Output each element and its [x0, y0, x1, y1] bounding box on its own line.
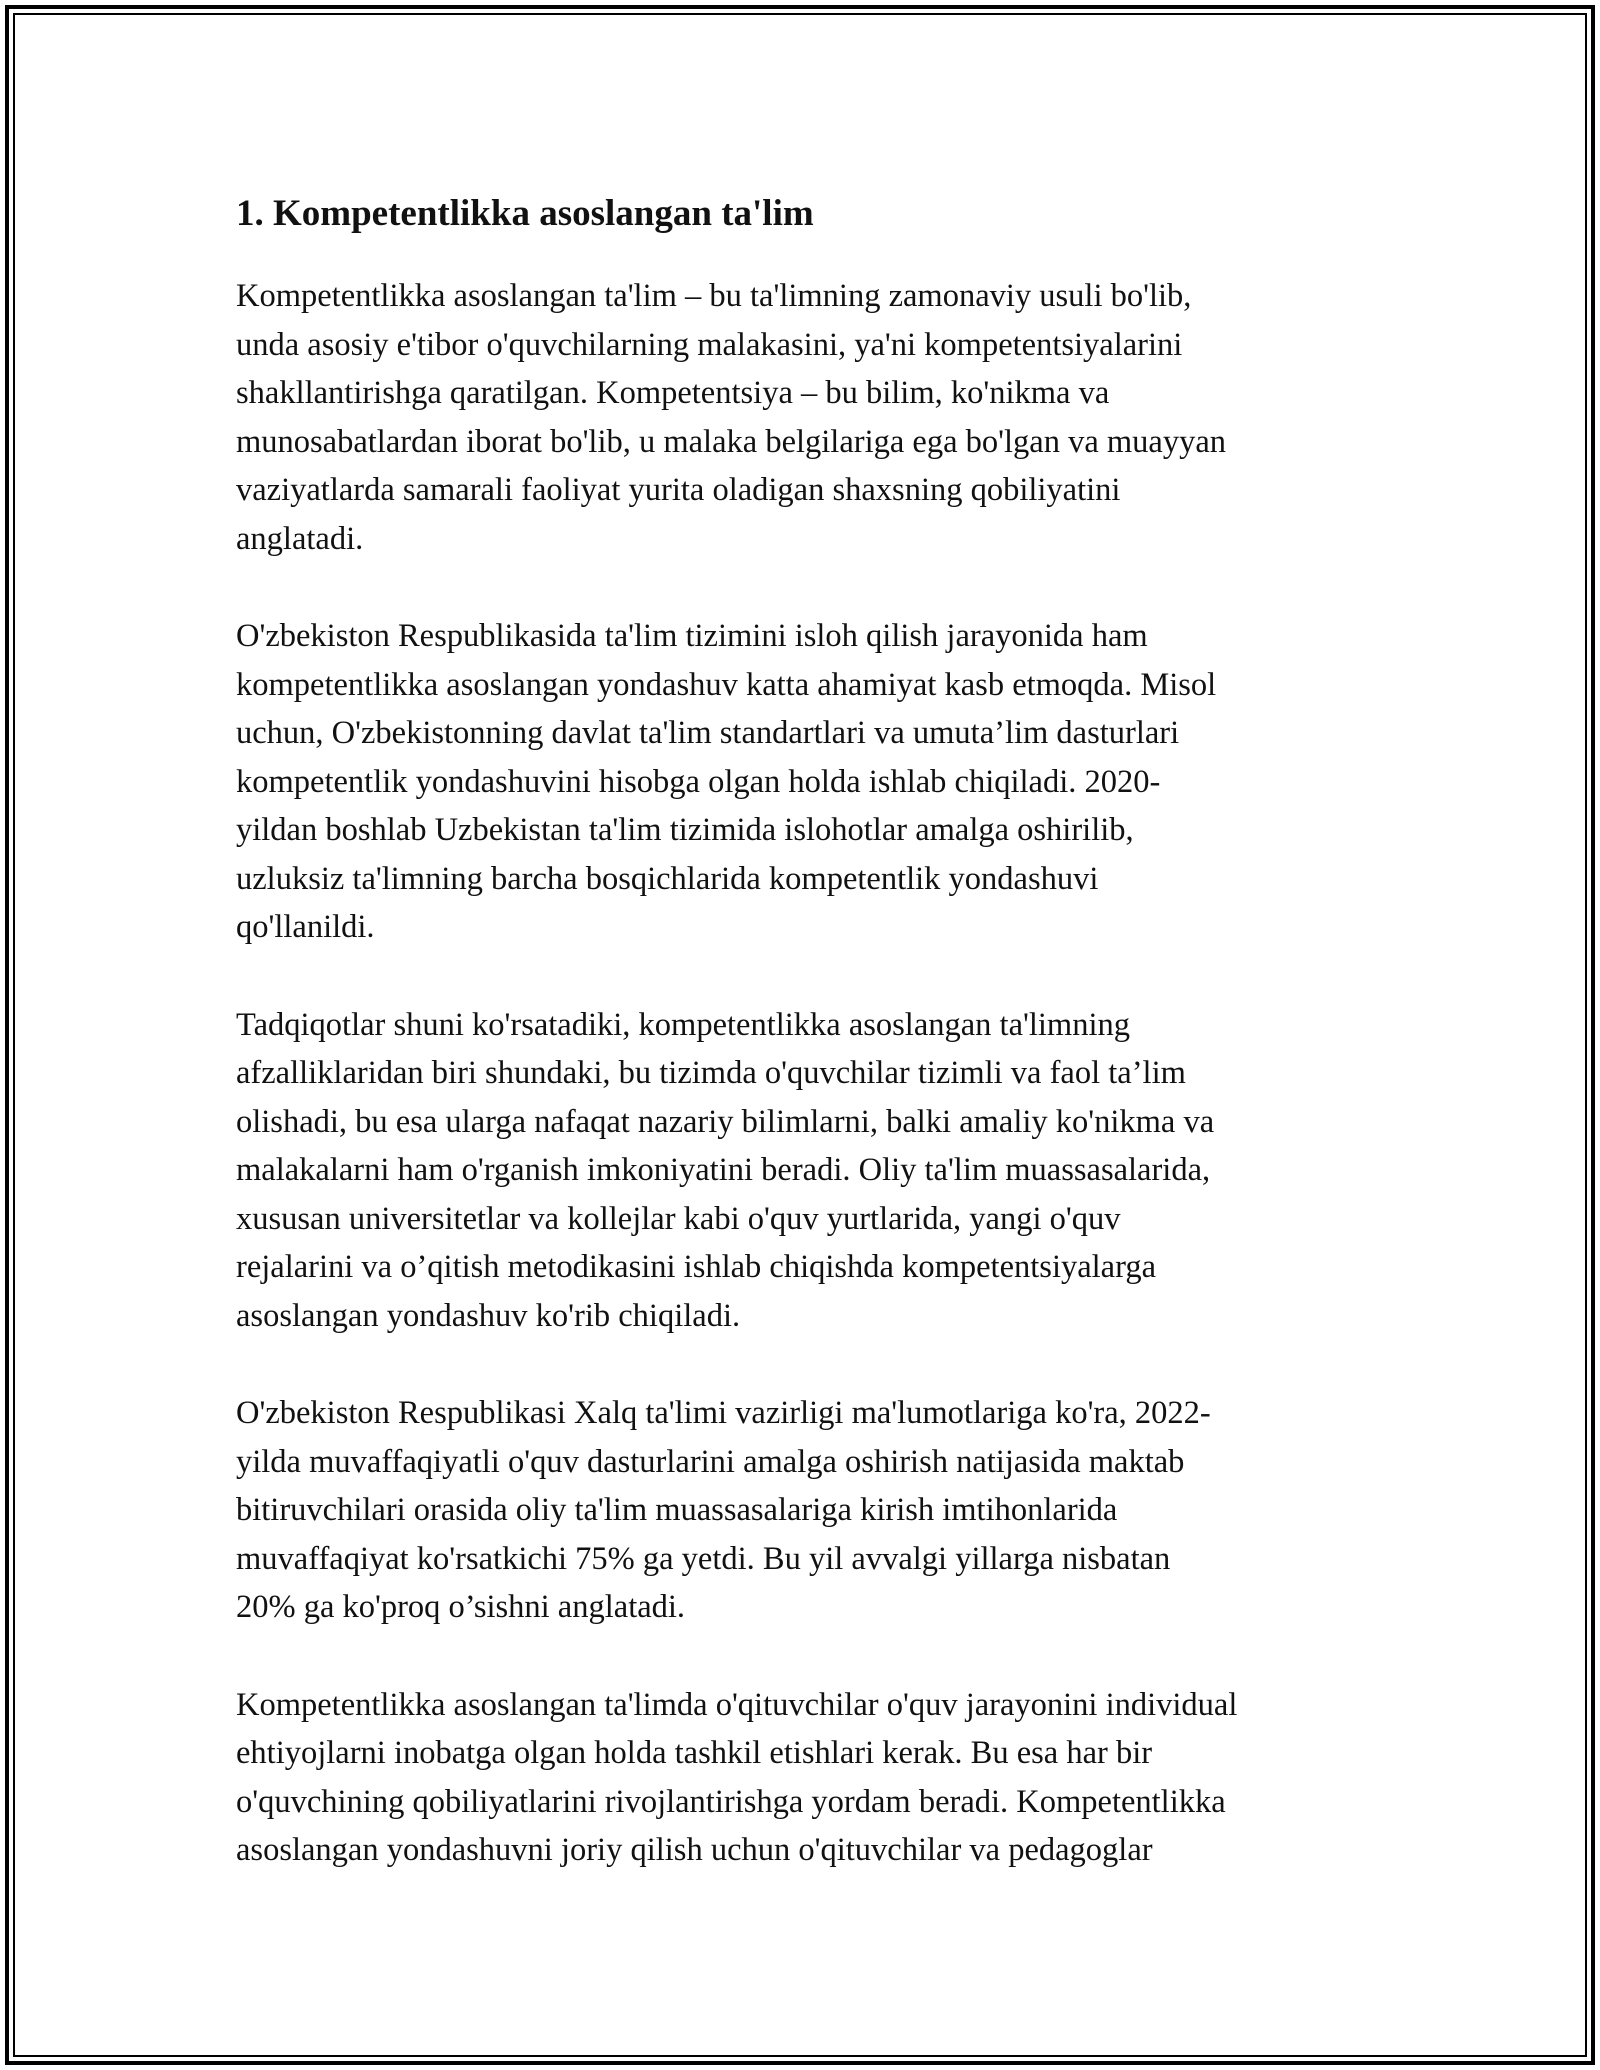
section-heading: 1. Kompetentlikka asoslangan ta'lim	[236, 193, 814, 234]
paragraph-5: Kompetentlikka asoslangan ta'limda o'qituvchilar o'quv jarayonini individual ehtiyojlarni inobatga olgan holda tashkil etishlari kerak. Bu esa har bir o'quvchining qobiliyatlarini rivojlantirishga yordam beradi. Kompetentlikka asoslangan yondashuvni joriy qilish uchun o'qituvchilar va pedagoglar	[236, 1686, 1238, 1868]
paragraph-1: Kompetentlikka asoslangan ta'lim – bu ta'limning zamonaviy usuli bo'lib, unda asosiy e'tibor o'quvchilarning malakasini, ya'ni kompetentsiyalarini shakllantirishga qaratilgan. Kompetentsiya – bu bilim, ko'nikma va munosabatlardan iborat bo'lib, u malaka belgilariga ega bo'lgan va muayyan vaziyatlarda samarali faoliyat yurita oladigan shaxsning qobiliyatini anglatadi.	[236, 278, 1226, 557]
paragraph-4: O'zbekiston Respublikasi Xalq ta'limi vazirligi ma'lumotlariga ko'ra, 2022- yilda muvaffaqiyatli o'quv dasturlarini amalga oshirish natijasida maktab bitiruvchilari orasida oliy ta'lim muassasalariga kirish imtihonlarida muvaffaqiyat ko'rsatkichi 75% ga yetdi. Bu yil avvalgi yillarga nisbatan 20% ga ko'proq o’sishni anglatadi.	[236, 1395, 1211, 1625]
paragraph-2: O'zbekiston Respublikasida ta'lim tizimini isloh qilish jarayonida ham kompetentlikka asoslangan yondashuv katta ahamiyat kasb etmoqda. Misol uchun, O'zbekistonning davlat ta'lim standartlari va umuta’lim dasturlari kompetentlik yondashuvini hisobga olgan holda ishlab chiqiladi. 2020- yildan boshlab Uzbekistan ta'lim tizimida islohotlar amalga oshirilib, uzluksiz ta'limning barcha bosqichlarida kompetentlik yondashuvi qo'llanildi.	[236, 618, 1217, 945]
paragraph-3: Tadqiqotlar shuni ko'rsatadiki, kompetentlikka asoslangan ta'limning afzalliklaridan biri shundaki, bu tizimda o'quvchilar tizimli va faol ta’lim olishadi, bu esa ularga nafaqat nazariy bilimlarni, balki amaliy ko'nikma va malakalarni ham o'rganish imkoniyatini beradi. Oliy ta'lim muassasalarida, xususan universitetlar va kollejlar kabi o'quv yurtlarida, yangi o'quv rejalarini va o’qitish metodikasini ishlab chiqishda kompetentsiyalarga asoslangan yondashuv ko'rib chiqiladi.	[236, 1006, 1215, 1334]
document-body	[236, 186, 1386, 1924]
